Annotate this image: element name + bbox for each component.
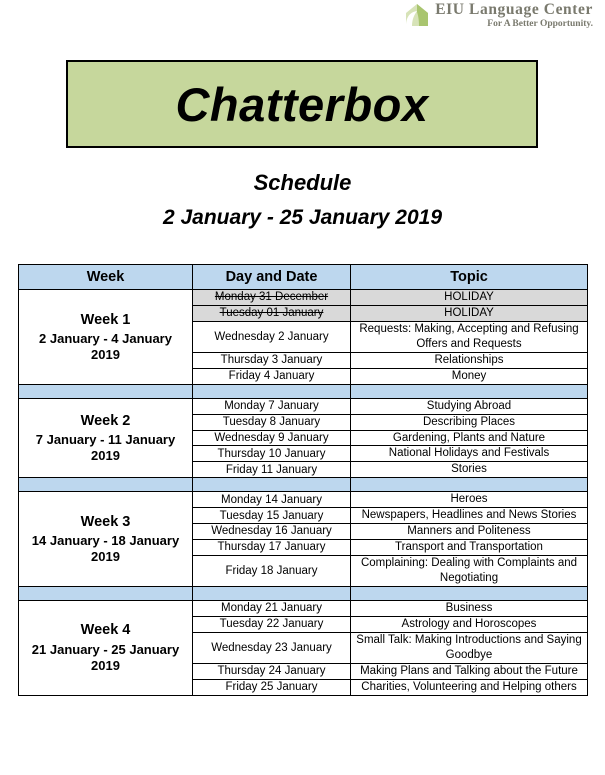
brand-name: EIU Language Center	[435, 1, 593, 18]
table-row	[19, 398, 588, 414]
table-row	[19, 492, 588, 508]
day-and-date-text: Friday 11 January	[225, 463, 318, 476]
topic-cell: Making Plans and Talking about the Future	[351, 663, 588, 679]
topic-cell: Transport and Transportation	[351, 540, 588, 556]
day-and-date-cell	[193, 663, 351, 679]
week-label-cell	[19, 600, 193, 695]
day-and-date-text: Friday 25 January	[225, 680, 318, 693]
topic-cell: Manners and Politeness	[351, 524, 588, 540]
day-and-date-text: Monday 31 December	[214, 291, 329, 304]
week-separator-row	[19, 478, 588, 492]
week-label-cell	[19, 492, 193, 587]
topic-cell: Describing Places	[351, 414, 588, 430]
week-separator-row	[19, 586, 588, 600]
day-and-date-cell	[193, 290, 351, 306]
week-separator-cell	[193, 586, 351, 600]
week-range-line1: 21 January - 25 January	[31, 641, 180, 657]
day-and-date-cell	[193, 600, 351, 616]
day-and-date-text: Wednesday 23 January	[211, 641, 332, 654]
week-label-cell	[19, 398, 193, 478]
day-and-date-text: Wednesday 9 January	[214, 431, 329, 444]
week-name: Week 3	[80, 513, 131, 530]
week-separator-cell	[19, 586, 193, 600]
week-name: Week 4	[80, 622, 131, 639]
week-separator-cell	[19, 384, 193, 398]
week-separator-cell	[351, 586, 588, 600]
house-arch-logo-icon	[405, 3, 429, 27]
table-body	[19, 290, 588, 696]
day-and-date-text: Monday 7 January	[224, 399, 319, 412]
day-and-date-cell	[193, 414, 351, 430]
column-header-week: Week	[19, 265, 193, 290]
day-and-date-cell	[193, 462, 351, 478]
topic-cell: Gardening, Plants and Nature	[351, 430, 588, 446]
day-and-date-text: Friday 4 January	[228, 369, 315, 382]
week-name: Week 2	[80, 412, 131, 429]
topic-cell: Relationships	[351, 352, 588, 368]
day-and-date-cell	[193, 540, 351, 556]
week-range-line2: 2019	[91, 549, 120, 565]
title-banner	[66, 60, 538, 148]
day-and-date-cell	[193, 352, 351, 368]
day-and-date-cell	[193, 321, 351, 352]
table-row	[19, 600, 588, 616]
topic-cell: National Holidays and Festivals	[351, 446, 588, 462]
topic-cell: Studying Abroad	[351, 398, 588, 414]
week-range-line2: 2019	[91, 346, 120, 362]
day-and-date-cell	[193, 368, 351, 384]
week-name: Week 1	[80, 311, 131, 328]
week-separator-cell	[193, 384, 351, 398]
day-and-date-text: Tuesday 8 January	[222, 415, 321, 428]
week-separator-cell	[19, 478, 193, 492]
day-and-date-text: Wednesday 16 January	[211, 525, 332, 538]
topic-cell: Heroes	[351, 492, 588, 508]
day-and-date-cell	[193, 446, 351, 462]
brand-tagline: For A Better Opportunity.	[487, 18, 593, 29]
day-and-date-text: Thursday 10 January	[217, 447, 326, 460]
schedule-table-container	[18, 264, 587, 696]
topic-cell: HOLIDAY	[351, 290, 588, 306]
week-range-line1: 14 January - 18 January	[31, 532, 180, 548]
schedule-table	[18, 264, 588, 696]
day-and-date-text: Monday 21 January	[220, 602, 322, 615]
day-and-date-cell	[193, 556, 351, 587]
topic-cell: Complaining: Dealing with Complaints and Negotiating	[351, 556, 588, 587]
day-and-date-cell	[193, 616, 351, 632]
day-and-date-cell	[193, 430, 351, 446]
week-range-line2: 2019	[91, 448, 120, 464]
topic-cell: Newspapers, Headlines and News Stories	[351, 508, 588, 524]
day-and-date-text: Monday 14 January	[220, 493, 322, 506]
table-header	[19, 265, 588, 290]
page-title: Chatterbox	[175, 77, 429, 131]
subtitle-block	[0, 170, 605, 230]
day-and-date-text: Tuesday 01 January	[219, 307, 324, 320]
table-row	[19, 290, 588, 306]
day-and-date-text: Thursday 24 January	[217, 664, 326, 677]
day-and-date-cell	[193, 679, 351, 695]
topic-cell: Money	[351, 368, 588, 384]
week-separator-cell	[351, 478, 588, 492]
week-separator-cell	[193, 478, 351, 492]
week-range-line2: 2019	[91, 657, 120, 673]
day-and-date-cell	[193, 492, 351, 508]
day-and-date-text: Friday 18 January	[225, 564, 318, 577]
subtitle-heading: Schedule	[253, 170, 352, 195]
subtitle-date-range: 2 January - 25 January 2019	[162, 206, 442, 229]
day-and-date-cell	[193, 508, 351, 524]
topic-cell: Requests: Making, Accepting and Refusing Offers and Requests	[351, 321, 588, 352]
week-separator-row	[19, 384, 588, 398]
column-header-topic: Topic	[351, 265, 588, 290]
topic-cell: Small Talk: Making Introductions and Saying Goodbye	[351, 632, 588, 663]
topic-cell: Astrology and Horoscopes	[351, 616, 588, 632]
day-and-date-cell	[193, 398, 351, 414]
day-and-date-cell	[193, 524, 351, 540]
week-range-line1: 7 January - 11 January	[35, 431, 176, 447]
day-and-date-text: Thursday 17 January	[217, 541, 326, 554]
week-label-cell	[19, 290, 193, 385]
day-and-date-text: Wednesday 2 January	[214, 330, 329, 343]
topic-cell: Business	[351, 600, 588, 616]
day-and-date-text: Tuesday 15 January	[219, 509, 324, 522]
day-and-date-cell	[193, 632, 351, 663]
week-range-line1: 2 January - 4 January	[39, 330, 172, 346]
week-separator-cell	[351, 384, 588, 398]
column-header-day-and-date: Day and Date	[193, 265, 351, 290]
brand-header	[405, 2, 593, 29]
day-and-date-text: Tuesday 22 January	[219, 618, 324, 631]
day-and-date-text: Thursday 3 January	[220, 354, 323, 367]
topic-cell: Charities, Volunteering and Helping others	[351, 679, 588, 695]
table-header-row	[19, 265, 588, 290]
topic-cell: HOLIDAY	[351, 305, 588, 321]
day-and-date-cell	[193, 305, 351, 321]
topic-cell: Stories	[351, 462, 588, 478]
